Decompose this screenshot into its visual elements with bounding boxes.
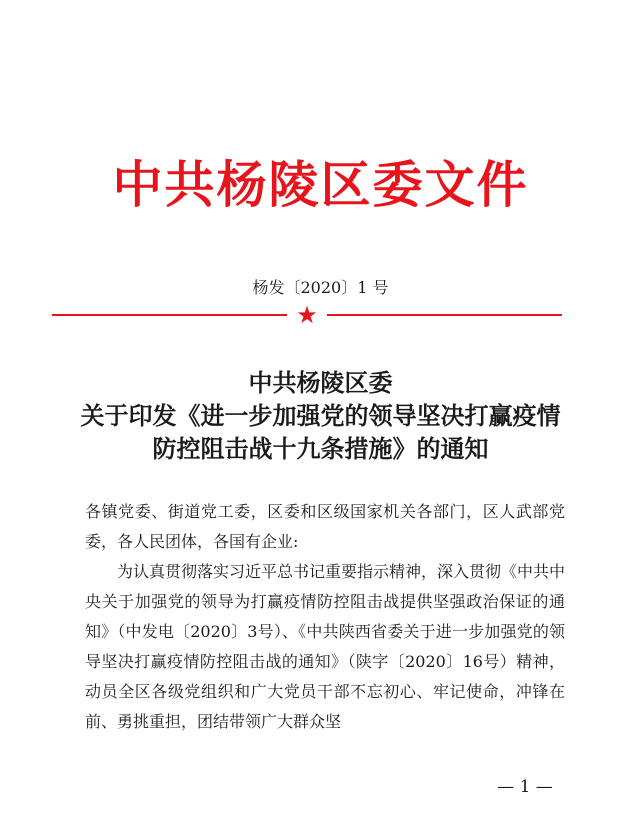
title-line-3: 防控阻击战十九条措施》的通知 xyxy=(152,434,489,463)
notice-title xyxy=(0,366,641,465)
red-star-icon: ★ xyxy=(296,301,318,329)
separator-line-left xyxy=(52,314,287,316)
title-line-1: 中共杨陵区委 xyxy=(248,368,393,397)
body-paragraph: 为认真贯彻落实习近平总书记重要指示精神，深入贯彻《中共中央关于加强党的领导为打赢疫情防控阻击战提供坚强政治保证的通知》（中发电〔2020〕3号）、《中共陕西省委关于进一步加强党的领导坚决打赢疫情防控阻击战的通知》（陕字〔2020〕16号）精神，动员全区各级党组织和广大党员干部不忘初心、牢记使命，冲锋在前、勇挑重担，团结带领广大群众坚 xyxy=(85,562,566,731)
document-header-title: 中共杨陵区委文件 xyxy=(112,155,529,214)
addressee-paragraph: 各镇党委、街道党工委，区委和区级国家机关各部门，区人武部党委，各人民团体，各国有企业: xyxy=(85,502,565,551)
body-text xyxy=(85,497,565,737)
red-separator xyxy=(52,302,562,328)
page-number: — 1 — xyxy=(497,777,553,797)
separator-line-right xyxy=(327,314,562,316)
document-number: 杨发〔2020〕1 号 xyxy=(252,278,389,297)
title-line-2: 关于印发《进一步加强党的领导坚决打赢疫情 xyxy=(80,401,561,430)
